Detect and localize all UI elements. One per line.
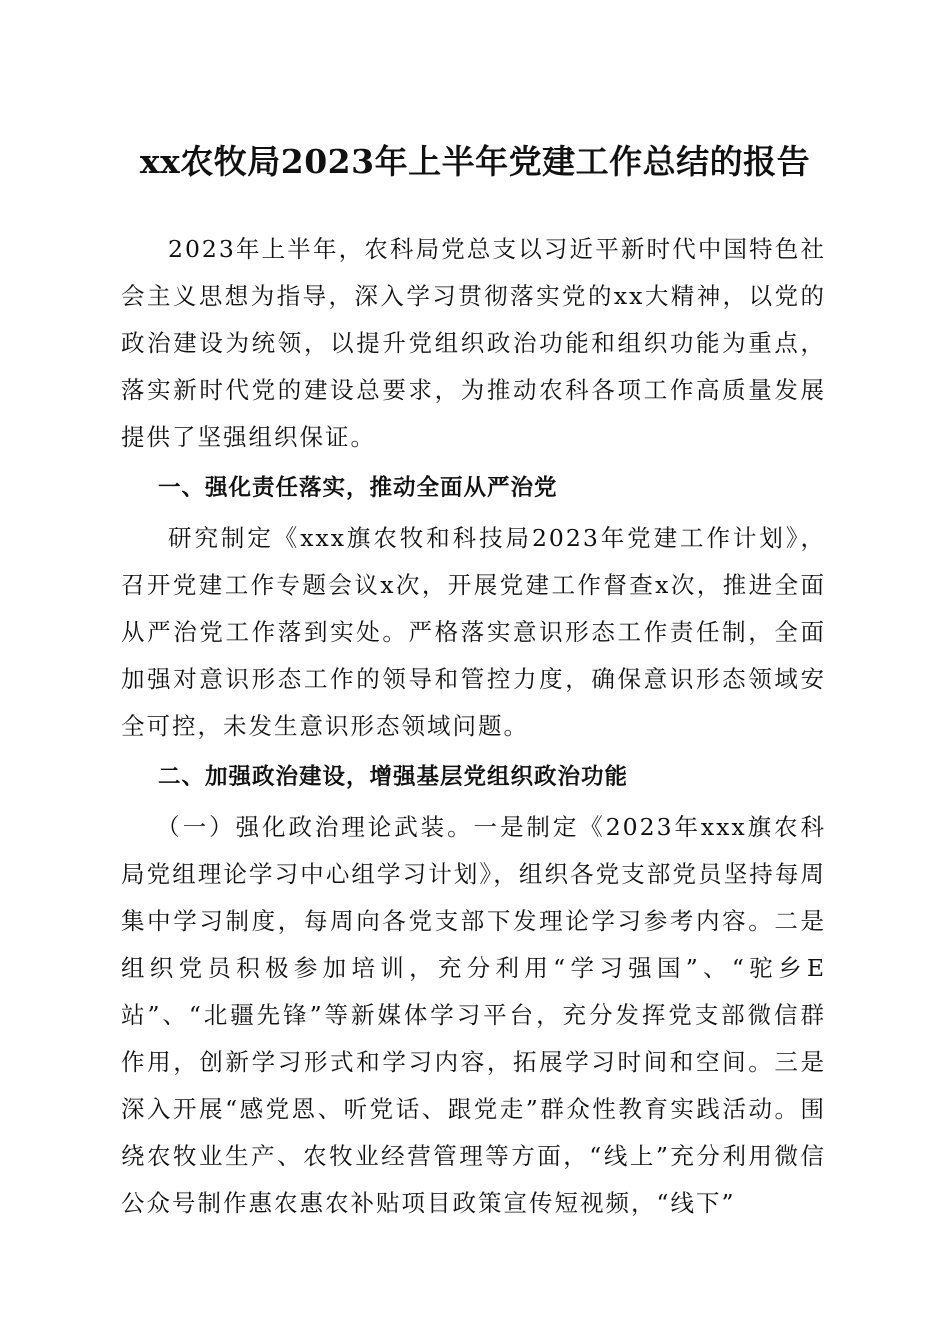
section-1-paragraph: 研究制定《xxx旗农牧和科技局2023年党建工作计划》，召开党建工作专题会议x次，开展党建工作督查x次，推进全面从严治党工作落到实处。严格落实意识形态工作责任制，全面加强对意识形态工作的领导和管控力度，确保意识形态领域安全可控，未发生意识形态领域问题。 <box>121 524 826 740</box>
section-2-heading: 二、加强政治建设，增强基层党组织政治功能 <box>158 764 629 790</box>
intro-paragraph: 2023年上半年，农科局党总支以习近平新时代中国特色社会主义思想为指导，深入学习贯彻落实党的xx大精神，以党的政治建设为统领，以提升党组织政治功能和组织功能为重点，落实新时代党的建设总要求，为推动农科各项工作高质量发展提供了坚强组织保证。 <box>121 235 826 451</box>
section-2-paragraph: （一）强化政治理论武装。一是制定《2023年xxx旗农科局党组理论学习中心组学习计划》，组织各党支部党员坚持每周集中学习制度，每周向各党支部下发理论学习参考内容。二是组织党员积极参加培训，充分利用“学习强国”、“驼乡E站”、“北疆先锋”等新媒体学习平台，充分发挥党支部微信群作用，创新学习形式和学习内容，拓展学习时间和空间。三是深入开展“感党恩、听党话、跟党走”群众性教育实践活动。围绕农牧业生产、农牧业经营管理等方面，“线上”充分利用微信公众号制作惠农惠农补贴项目政策宣传短视频，“线下” <box>121 813 826 1217</box>
document-body <box>121 226 826 1227</box>
document-title: xx农牧局2023年上半年党建工作总结的报告 <box>139 142 811 181</box>
section-1-heading: 一、强化责任落实，推动全面从严治党 <box>158 475 558 501</box>
